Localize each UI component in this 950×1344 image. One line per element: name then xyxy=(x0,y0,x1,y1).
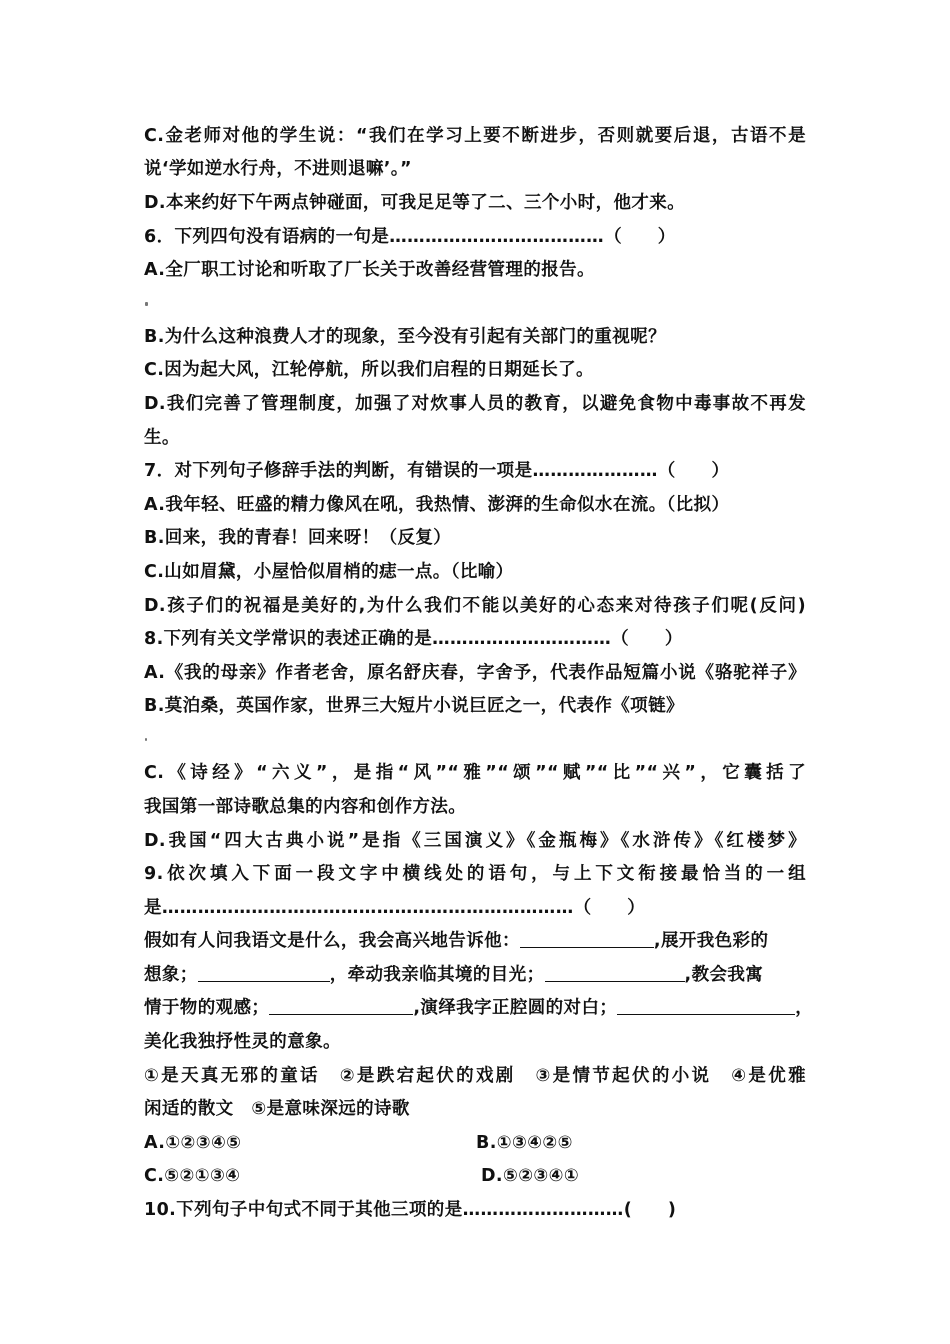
blank-3 xyxy=(545,963,685,982)
q9-answer-c: C.⑤②①③④ xyxy=(144,1166,241,1186)
q7-option-a: A.我年轻、旺盛的精力像风在吼，我热情、澎湃的生命似水在流。（比拟） xyxy=(144,495,730,515)
q9-passage-line4: 美化我独抒性灵的意象。 xyxy=(144,1032,341,1052)
q6-option-d-line2: 生。 xyxy=(144,428,180,448)
passage-text: ， xyxy=(795,998,814,1018)
q9-passage-line2 xyxy=(144,963,763,987)
q9-options-line2: 闲适的散文 ⑤是意味深远的诗歌 xyxy=(144,1099,410,1119)
question-7: 7．对下列句子修辞手法的判断，有错误的一项是…………………（ ） xyxy=(144,461,730,481)
q6-option-c: C.因为起大风，江轮停航，所以我们启程的日期延长了。 xyxy=(144,360,594,380)
q8-option-a: A.《我的母亲》作者老舍，原名舒庆春，字舍予，代表作品短篇小说《骆驼祥子》 xyxy=(144,663,806,683)
passage-text: ,教会我寓 xyxy=(684,965,764,985)
q5-option-c-line1: C.金老师对他的学生说：“我们在学习上要不断进步，否则就要后退，古语不是 xyxy=(144,126,806,146)
q6-option-a: A.全厂职工讨论和听取了厂长关于改善经营管理的报告。 xyxy=(144,260,595,280)
scan-speck xyxy=(145,738,147,741)
scan-speck xyxy=(145,302,148,306)
passage-text: 假如有人问我语文是什么，我会高兴地告诉他： xyxy=(144,931,520,951)
passage-text: ,演绎我字正腔圆的对白； xyxy=(413,998,618,1018)
blank-4 xyxy=(269,996,413,1015)
q6-option-b: B.为什么这种浪费人才的现象，至今没有引起有关部门的重视呢？ xyxy=(144,327,666,347)
q9-answer-d: D.⑤②③④① xyxy=(481,1166,580,1186)
q7-option-b: B.回来，我的青春！回来呀！（反复） xyxy=(144,528,452,548)
passage-text: 想象； xyxy=(144,965,198,985)
q9-answer-b: B.①③④②⑤ xyxy=(476,1133,573,1153)
q8-option-c-line2: 我国第一部诗歌总集的内容和创作方法。 xyxy=(144,797,467,817)
q8-option-c-line1: C.《诗经》“六义”，是指“风”“雅”“颂”“赋”“比”“兴”，它囊括了 xyxy=(144,763,806,783)
q9-options-line1: ①是天真无邪的童话 ②是跌宕起伏的戏剧 ③是情节起伏的小说 ④是优雅 xyxy=(144,1066,806,1086)
q8-option-d: D.我国“四大古典小说”是指《三国演义》《金瓶梅》《水浒传》《红楼梦》 xyxy=(144,831,806,851)
question-9-line1: 9.依次填入下面一段文字中横线处的语句，与上下文衔接最恰当的一组 xyxy=(144,864,806,884)
q5-option-d: D.本来约好下午两点钟碰面，可我足足等了二、三个小时，他才来。 xyxy=(144,193,686,213)
q9-passage-line3 xyxy=(144,996,813,1020)
blank-5 xyxy=(617,996,795,1015)
q9-answer-a: A.①②③④⑤ xyxy=(144,1133,242,1153)
blank-2 xyxy=(198,963,330,982)
q8-option-b: B.莫泊桑，英国作家，世界三大短片小说巨匠之一，代表作《项链》 xyxy=(144,696,684,716)
question-6: 6．下列四句没有语病的一句是………………………………（ ） xyxy=(144,227,676,247)
q6-option-d-line1: D.我们完善了管理制度，加强了对炊事人员的教育，以避免食物中毒事故不再发 xyxy=(144,394,806,414)
passage-text: ,展开我色彩的 xyxy=(653,931,769,951)
passage-text: 情于物的观感； xyxy=(144,998,270,1018)
blank-1 xyxy=(520,929,654,948)
q7-option-c: C.山如眉黛，小屋恰似眉梢的痣一点。（比喻） xyxy=(144,562,514,582)
q9-passage-line1 xyxy=(144,929,768,953)
question-9-line2: 是……………………………………………………………（ ） xyxy=(144,898,646,918)
passage-text: ，牵动我亲临其境的目光； xyxy=(329,965,545,985)
q5-option-c-line2: 说‘学如逆水行舟，不进则退嘛’。” xyxy=(144,159,412,179)
question-8: 8.下列有关文学常识的表述正确的是…………………………（ ） xyxy=(144,629,683,649)
q7-option-d: D.孩子们的祝福是美好的,为什么我们不能以美好的心态来对待孩子们呢(反问) xyxy=(144,596,806,616)
question-10: 10.下列句子中句式不同于其他三项的是………………………( ) xyxy=(144,1200,677,1220)
